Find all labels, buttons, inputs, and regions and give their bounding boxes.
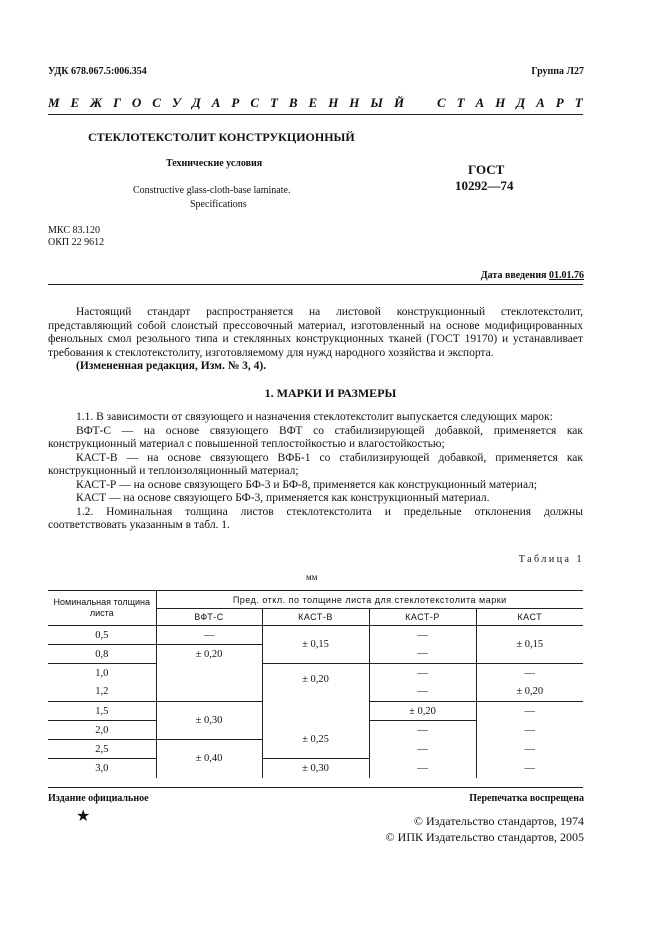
kast-r-cell: —	[369, 664, 476, 683]
grade-kast-r: КАСТ-Р — на основе связующего БФ-3 и БФ-8, применяется как конструкционный материал;	[76, 478, 538, 491]
vft-c-cell: ± 0,30	[156, 702, 262, 740]
kast-v-cell: ± 0,20	[262, 664, 369, 721]
brand-header-kast: КАСТ	[476, 609, 583, 626]
divider-rule	[48, 284, 583, 285]
brand-header-kast-v: КАСТ-В	[262, 609, 369, 626]
brand-header-vft-c: ВФТ-С	[156, 609, 262, 626]
heading-letter: А	[211, 95, 221, 110]
official-edition-note: Издание официальное	[48, 793, 149, 804]
thickness-cell: 1,0	[48, 664, 156, 683]
okp-code: ОКП 22 9612	[48, 237, 105, 248]
heading-letter: Ы	[370, 95, 383, 110]
star-icon: ★	[76, 806, 91, 825]
heading-letter: Г	[113, 95, 121, 110]
table-unit: мм	[306, 572, 318, 582]
divider-rule	[48, 787, 583, 788]
kast-cell: —	[524, 743, 536, 755]
kast-v-cell: ± 0,15	[262, 626, 369, 664]
kast-r-cell: —	[369, 626, 476, 645]
kast-r-cell: —	[369, 645, 476, 664]
heading-letter: Д	[191, 95, 201, 110]
grade-kast-v: КАСТ-В — на основе связующего ВФБ-1 со стабилизирующей добавкой, применяется как конструкционный и теплоизоляционный материал;	[48, 451, 583, 477]
heading-letter: В	[288, 95, 298, 110]
introduction-date	[481, 270, 584, 281]
heading-letter: Д	[516, 95, 526, 110]
heading-letter: Н	[328, 95, 339, 110]
heading-letter: Н	[349, 95, 360, 110]
heading-letter: С	[250, 95, 260, 110]
standard-type-heading	[48, 95, 583, 111]
tolerance-table	[48, 590, 583, 778]
section-heading: 1. МАРКИ И РАЗМЕРЫ	[264, 386, 397, 400]
heading-letter: Р	[555, 95, 564, 110]
intro-paragraph: Настоящий стандарт распространяется на листовой конструкционный стеклотекстолит, представляющий собой слоистый прессовочный материал, изготовленный на основе модифицированных фенольных смол резольного типа и стеклянных конструкционных тканей (ГОСТ 19170) и устанавливает требования к стеклотекстолиту, изготовляемому для нужд народного хозяйства и экспорта.	[48, 306, 583, 359]
kast-cell: ± 0,20	[476, 683, 583, 702]
thickness-cell: 2,5	[48, 740, 156, 759]
heading-letter: Е	[308, 95, 318, 110]
heading-letter: Т	[456, 95, 465, 110]
intro-text	[48, 306, 583, 374]
heading-letter: Е	[70, 95, 80, 110]
heading-letter: Т	[269, 95, 278, 110]
mks-code: МКС 83.120	[48, 225, 100, 236]
thickness-cell: 3,0	[48, 759, 156, 778]
copyright-2005: © ИПК Издательство стандартов, 2005	[385, 830, 584, 844]
vft-c-cell: ± 0,20	[156, 645, 262, 702]
heading-letter: А	[475, 95, 485, 110]
kast-r-cell: —	[369, 721, 476, 740]
reprint-notice: Перепечатка воспрещена	[469, 793, 584, 804]
section-text	[48, 411, 583, 533]
english-title-line1: Constructive glass-cloth-base laminate.	[133, 185, 291, 196]
kast-v-cell: ± 0,25	[262, 721, 369, 759]
kast-cell: —	[524, 705, 536, 717]
copyright-1974: © Издательство стандартов, 1974	[413, 814, 584, 828]
heading-letter: С	[436, 95, 446, 110]
thickness-cell: 0,8	[48, 645, 156, 664]
gost-number: 10292—74	[455, 178, 514, 193]
introduction-date-value: 01.01.76	[549, 270, 584, 281]
english-title-line2: Specifications	[190, 199, 247, 210]
kast-r-cell: ± 0,20	[369, 702, 476, 721]
heading-letter: Ж	[90, 95, 103, 110]
divider-rule	[48, 114, 583, 115]
kast-v-cell: ± 0,30	[262, 759, 369, 778]
group-code: Группа Л27	[531, 66, 584, 77]
vft-c-cell: —	[156, 626, 262, 645]
document-subtitle: Технические условия	[166, 158, 263, 169]
kast-cell: —	[524, 762, 536, 774]
udk-code: УДК 678.067.5:006.354	[48, 66, 147, 77]
document-title: СТЕКЛОТЕКСТОЛИТ КОНСТРУКЦИОННЫЙ	[88, 130, 355, 144]
heading-letter: У	[171, 95, 181, 110]
table-caption: Таблица 1	[518, 554, 584, 565]
thickness-header: Номинальная толщина листа	[48, 591, 156, 626]
brand-header-kast-r: КАСТ-Р	[369, 609, 476, 626]
revision-note: (Измененная редакция, Изм. № 3, 4).	[76, 360, 267, 372]
thickness-cell: 2,0	[48, 721, 156, 740]
heading-letter: Р	[231, 95, 240, 110]
heading-letter: С	[152, 95, 161, 110]
thickness-cell: 1,5	[48, 702, 156, 721]
thickness-cell: 0,5	[48, 626, 156, 645]
kast-r-cell: —	[369, 740, 476, 759]
clause-1-1: 1.1. В зависимости от связующего и назначения стеклотекстолит выпускается следующих марок:	[76, 411, 553, 423]
heading-letter: М	[48, 95, 60, 110]
heading-letter: О	[131, 95, 142, 110]
thickness-cell: 1,2	[48, 683, 156, 702]
heading-letter: Й	[393, 95, 405, 110]
grade-kast: КАСТ — на основе связующего БФ-3, применяется как конструкционный материал.	[76, 492, 490, 504]
kast-r-cell: —	[369, 759, 476, 778]
kast-cell: —	[524, 724, 536, 736]
introduction-date-label: Дата введения	[480, 270, 549, 281]
kast-cell: —	[524, 667, 536, 679]
gost-label: ГОСТ	[468, 162, 505, 177]
grade-vft-c: ВФТ-С — на основе связующего ВФТ со стабилизирующей добавкой, применяется как конструкционный материал с повышенной теплостойкостью и влагостойкостью;	[48, 424, 583, 450]
heading-letter: Н	[495, 95, 506, 110]
clause-1-2: 1.2. Номинальная толщина листов стеклотекстолита и предельные отклонения должны соответствовать указанным в табл. 1.	[48, 505, 583, 531]
vft-c-cell: ± 0,40	[156, 740, 262, 778]
kast-r-cell: —	[369, 683, 476, 702]
heading-letter: А	[536, 95, 545, 110]
deviation-group-header: Пред. откл. по толщине листа для стеклотекстолита марки	[156, 591, 583, 609]
kast-cell: ± 0,15	[476, 626, 583, 664]
heading-letter: Т	[574, 95, 583, 110]
